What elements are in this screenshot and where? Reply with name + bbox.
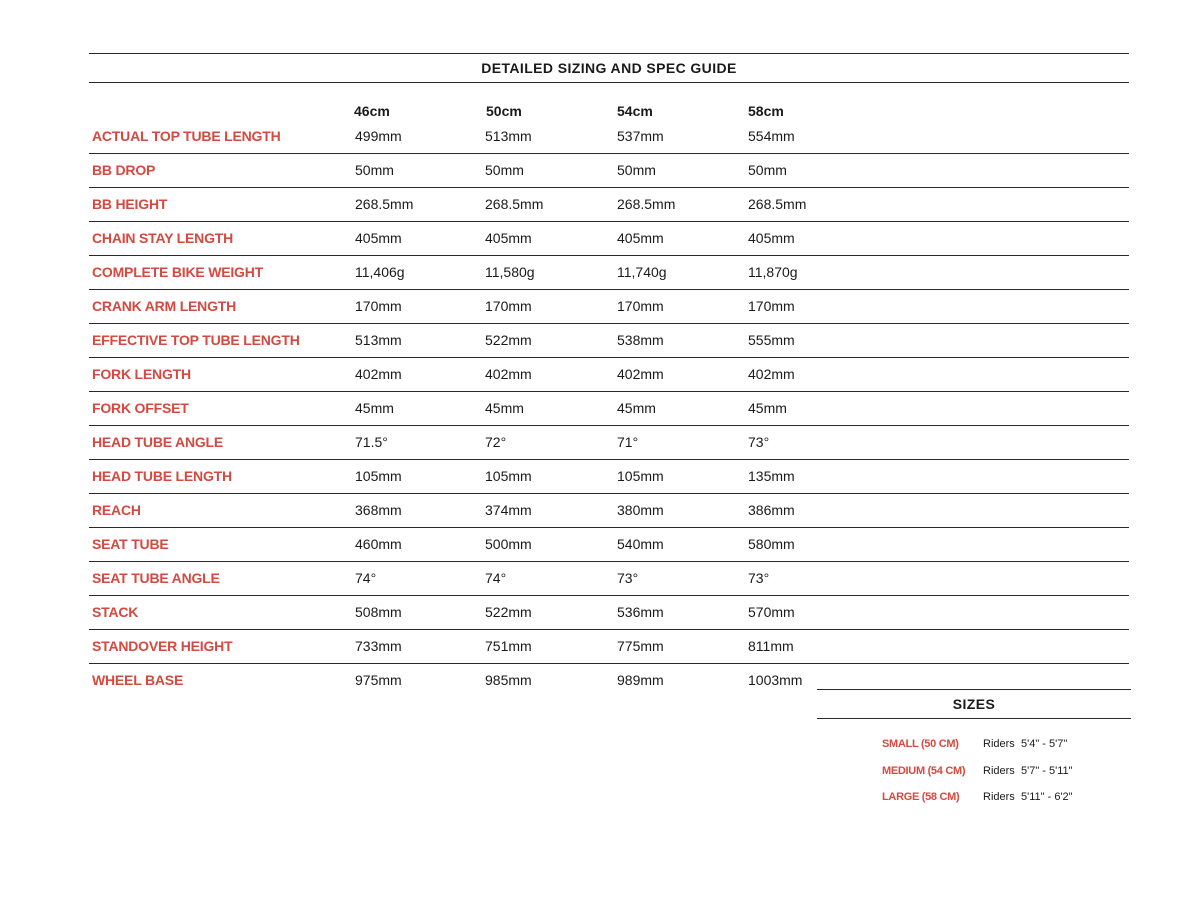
spec-value: 775mm (617, 638, 664, 654)
spec-label: SEAT TUBE ANGLE (92, 570, 220, 586)
spec-value: 11,870g (748, 264, 798, 280)
size-name: MEDIUM (54 CM) (882, 764, 966, 777)
spec-value: 73° (617, 570, 639, 586)
spec-value: 570mm (748, 604, 795, 620)
table-row (89, 188, 1129, 222)
spec-value: 45mm (355, 400, 394, 416)
spec-label: STANDOVER HEIGHT (92, 638, 233, 654)
spec-value: 402mm (617, 366, 664, 382)
spec-value: 522mm (485, 332, 532, 348)
spec-value: 72° (485, 434, 507, 450)
spec-value: 74° (485, 570, 507, 586)
sizes-panel (817, 689, 1131, 818)
size-range: 5'11" - 6'2" (1021, 791, 1073, 803)
table-row (89, 290, 1129, 324)
table-row (89, 324, 1129, 358)
spec-label: ACTUAL TOP TUBE LENGTH (92, 128, 281, 144)
column-header-46cm: 46cm (354, 103, 390, 119)
spec-value: 73° (748, 570, 770, 586)
spec-value: 405mm (617, 230, 664, 246)
table-row (89, 358, 1129, 392)
column-header-58cm: 58cm (748, 103, 784, 119)
size-range: 5'4" - 5'7" (1021, 738, 1068, 750)
table-row (89, 596, 1129, 630)
spec-value: 73° (748, 434, 770, 450)
spec-label: CHAIN STAY LENGTH (92, 230, 234, 246)
spec-value: 268.5mm (748, 196, 807, 212)
table-row (89, 630, 1129, 664)
spec-guide-title: DETAILED SIZING AND SPEC GUIDE (89, 53, 1129, 83)
spec-label: REACH (92, 502, 141, 518)
spec-label: COMPLETE BIKE WEIGHT (92, 264, 264, 280)
spec-label: WHEEL BASE (92, 672, 184, 688)
column-header-54cm: 54cm (617, 103, 653, 119)
spec-value: 50mm (355, 162, 394, 178)
size-name: LARGE (58 CM) (882, 791, 960, 803)
spec-value: 170mm (485, 298, 532, 314)
spec-value: 11,580g (485, 264, 535, 280)
spec-label: BB HEIGHT (92, 196, 168, 212)
spec-label: STACK (92, 604, 139, 620)
spec-value: 170mm (617, 298, 664, 314)
size-row (817, 791, 1131, 818)
spec-value: 170mm (748, 298, 795, 314)
spec-value: 380mm (617, 502, 664, 518)
spec-value: 268.5mm (485, 196, 544, 212)
spec-value: 402mm (485, 366, 532, 382)
spec-value: 374mm (485, 502, 532, 518)
spec-value: 105mm (617, 468, 664, 484)
spec-value: 11,740g (617, 264, 667, 280)
size-row (817, 765, 1131, 792)
spec-label: FORK LENGTH (92, 366, 191, 382)
spec-value: 751mm (485, 638, 532, 654)
spec-value: 554mm (748, 128, 795, 144)
spec-label: HEAD TUBE ANGLE (92, 434, 224, 450)
spec-value: 989mm (617, 672, 664, 688)
spec-value: 74° (355, 570, 377, 586)
spec-value: 71° (617, 434, 639, 450)
spec-value: 50mm (617, 162, 656, 178)
spec-value: 386mm (748, 502, 795, 518)
spec-value: 522mm (485, 604, 532, 620)
spec-value: 580mm (748, 536, 795, 552)
spec-value: 45mm (485, 400, 524, 416)
size-row (817, 738, 1131, 765)
spec-value: 513mm (355, 332, 402, 348)
sizes-list (817, 738, 1131, 818)
table-row (89, 120, 1129, 154)
spec-value: 537mm (617, 128, 664, 144)
spec-table (89, 120, 1129, 697)
table-row (89, 426, 1129, 460)
size-riders: Riders (983, 738, 1015, 750)
table-row (89, 460, 1129, 494)
spec-value: 405mm (485, 230, 532, 246)
spec-value: 402mm (748, 366, 795, 382)
spec-value: 538mm (617, 332, 664, 348)
spec-value: 405mm (355, 230, 402, 246)
table-row (89, 528, 1129, 562)
spec-value: 50mm (748, 162, 787, 178)
size-name: SMALL (50 CM) (882, 738, 959, 750)
spec-value: 45mm (748, 400, 787, 416)
spec-value: 105mm (355, 468, 402, 484)
spec-label: SEAT TUBE (92, 536, 169, 552)
spec-value: 1003mm (748, 672, 803, 688)
spec-value: 540mm (617, 536, 664, 552)
table-row (89, 222, 1129, 256)
size-riders: Riders (983, 791, 1015, 803)
spec-value: 513mm (485, 128, 532, 144)
table-row (89, 494, 1129, 528)
spec-value: 405mm (748, 230, 795, 246)
spec-value: 500mm (485, 536, 532, 552)
spec-label: HEAD TUBE LENGTH (92, 468, 232, 484)
spec-label: CRANK ARM LENGTH (92, 298, 237, 314)
spec-value: 170mm (355, 298, 402, 314)
spec-value: 985mm (485, 672, 532, 688)
size-column-headers (0, 103, 1200, 121)
spec-value: 402mm (355, 366, 402, 382)
spec-value: 45mm (617, 400, 656, 416)
spec-label: EFFECTIVE TOP TUBE LENGTH (92, 332, 300, 348)
spec-value: 975mm (355, 672, 402, 688)
table-row (89, 562, 1129, 596)
spec-value: 536mm (617, 604, 664, 620)
spec-value: 811mm (748, 638, 794, 654)
spec-value: 105mm (485, 468, 532, 484)
spec-value: 555mm (748, 332, 795, 348)
column-header-50cm: 50cm (486, 103, 522, 119)
sizes-title: SIZES (817, 689, 1131, 719)
spec-value: 135mm (748, 468, 795, 484)
spec-value: 268.5mm (355, 196, 414, 212)
spec-value: 508mm (355, 604, 402, 620)
spec-value: 368mm (355, 502, 402, 518)
table-row (89, 154, 1129, 188)
spec-value: 50mm (485, 162, 524, 178)
spec-label: BB DROP (92, 162, 156, 178)
spec-value: 733mm (355, 638, 402, 654)
spec-value: 11,406g (355, 264, 405, 280)
table-row (89, 256, 1129, 290)
spec-label: FORK OFFSET (92, 400, 189, 416)
size-riders: Riders (983, 764, 1015, 777)
spec-value: 460mm (355, 536, 402, 552)
spec-value: 268.5mm (617, 196, 676, 212)
size-range: 5'7" - 5'11" (1021, 764, 1073, 777)
table-row (89, 392, 1129, 426)
spec-value: 71.5° (355, 434, 388, 450)
spec-value: 499mm (355, 128, 402, 144)
